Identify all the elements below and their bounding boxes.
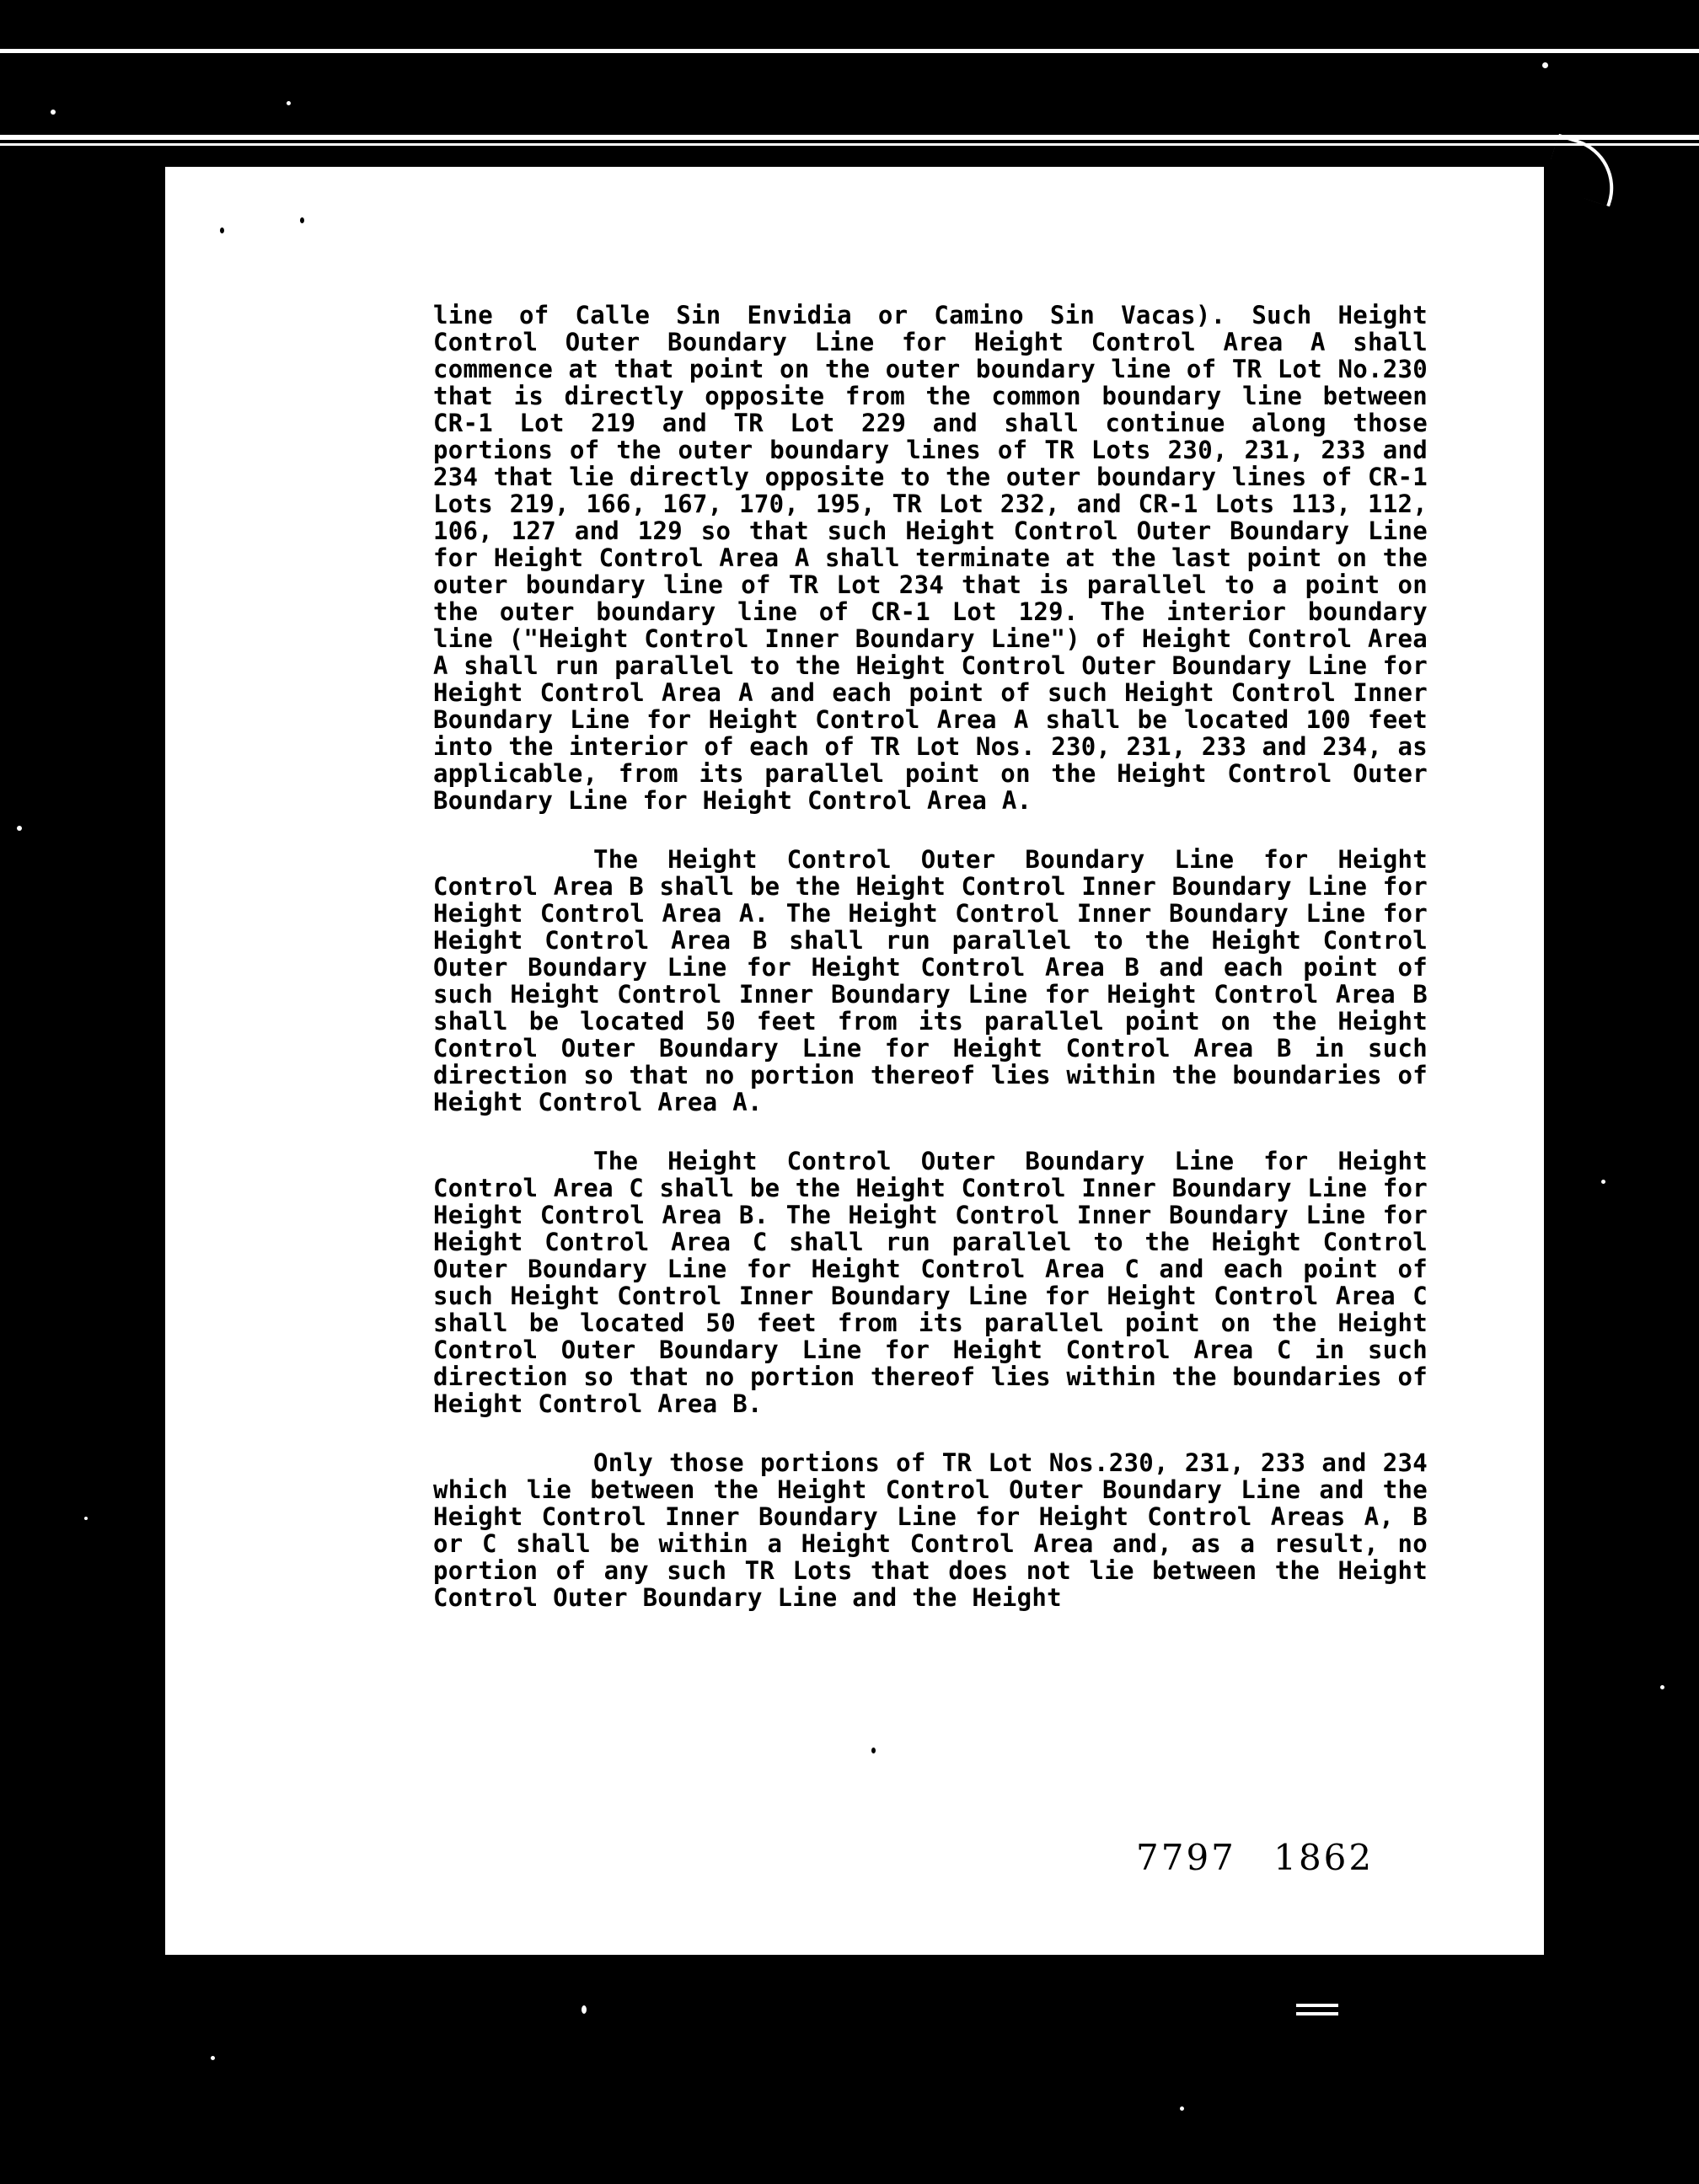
paragraph-height-control-area-a: line of Calle Sin Envidia or Camino Sin Vacas). Such Height Control Outer Boundary Line for Height Control Area A shall commence at that point on the outer boundary line of TR Lot No.230 that is directly opposite from the common boundary line between CR-1 Lot 219 and TR Lot 229 and shall continue along those portions of the outer boundary lines of TR Lots 230, 231, 233 and 234 that lie directly opposite to the outer boundary lines of CR-1 Lots 219, 166, 167, 170, 195, TR Lot 232, and CR-1 Lots 113, 112, 106, 127 and 129 so that such Height Control Outer Boundary Line for Height Control Area A shall terminate at the last point on the outer boundary line of TR Lot 234 that is parallel to a point on the outer boundary line of CR-1 Lot 129. The interior boundary line ("Height Control Inner Boundary Line") of Height Control Area A shall run parallel to the Height Control Outer Boundary Line for Height Control Area A and each point of such Height Control Inner Boundary Line for Height Control Area A shall be located 100 feet into the interior of each of TR Lot Nos. 230, 231, 233 and 234, as applicable, from its parallel point on the Height Control Outer Boundary Line for Height Control Area A. (433, 301, 1428, 815)
document-body (433, 302, 1428, 1643)
page-speck (300, 217, 304, 223)
scan-speck (1660, 1685, 1664, 1689)
scan-speck (1542, 62, 1548, 68)
scan-speck (1601, 1180, 1605, 1184)
scan-speck (287, 101, 291, 105)
recording-stamp-number: 7797 1862 (1136, 1837, 1375, 1878)
scan-edge-line-upper (0, 135, 1699, 140)
paragraph-tr-lot-portions: Only those portions of TR Lot Nos.230, 231, 233 and 234 which lie between the Height Control Outer Boundary Line and the Height Control Inner Boundary Line for Height Control Areas A, B or C shall be within a Height Control Area and, as a result, no portion of any such TR Lots that does not lie between the Height Control Outer Boundary Line and the Height (433, 1448, 1428, 1612)
paragraph-height-control-area-b: The Height Control Outer Boundary Line for Height Control Area B shall be the Height Control Inner Boundary Line for Height Control Area A. The Height Control Inner Boundary Line for Height Control Area B shall run parallel to the Height Control Outer Boundary Line for Height Control Area B and each point of such Height Control Inner Boundary Line for Height Control Area B shall be located 50 feet from its parallel point on the Height Control Outer Boundary Line for Height Control Area B in such direction so that no portion thereof lies within the boundaries of Height Control Area A. (433, 845, 1428, 1116)
scan-speck (582, 2005, 587, 2014)
page-speck (871, 1748, 876, 1753)
page-speck (220, 228, 224, 233)
scan-speck (211, 2056, 215, 2060)
paragraph-height-control-area-c: The Height Control Outer Boundary Line for Height Control Area C shall be the Height Control Inner Boundary Line for Height Control Area B. The Height Control Inner Boundary Line for Height Control Area C shall run parallel to the Height Control Outer Boundary Line for Height Control Area C and each point of such Height Control Inner Boundary Line for Height Control Area C shall be located 50 feet from its parallel point on the Height Control Outer Boundary Line for Height Control Area C in such direction so that no portion thereof lies within the boundaries of Height Control Area B. (433, 1147, 1428, 1418)
scan-edge-line-top (0, 49, 1699, 53)
scan-speck (51, 110, 56, 115)
scan-speck (17, 826, 22, 831)
document-page (165, 167, 1544, 1955)
scan-edge-line-lower (0, 143, 1699, 146)
scan-speck (84, 1517, 88, 1520)
scan-speck (1180, 2106, 1184, 2111)
scan-dash-artifact (1296, 2012, 1338, 2015)
scan-dash-artifact (1296, 2004, 1338, 2007)
